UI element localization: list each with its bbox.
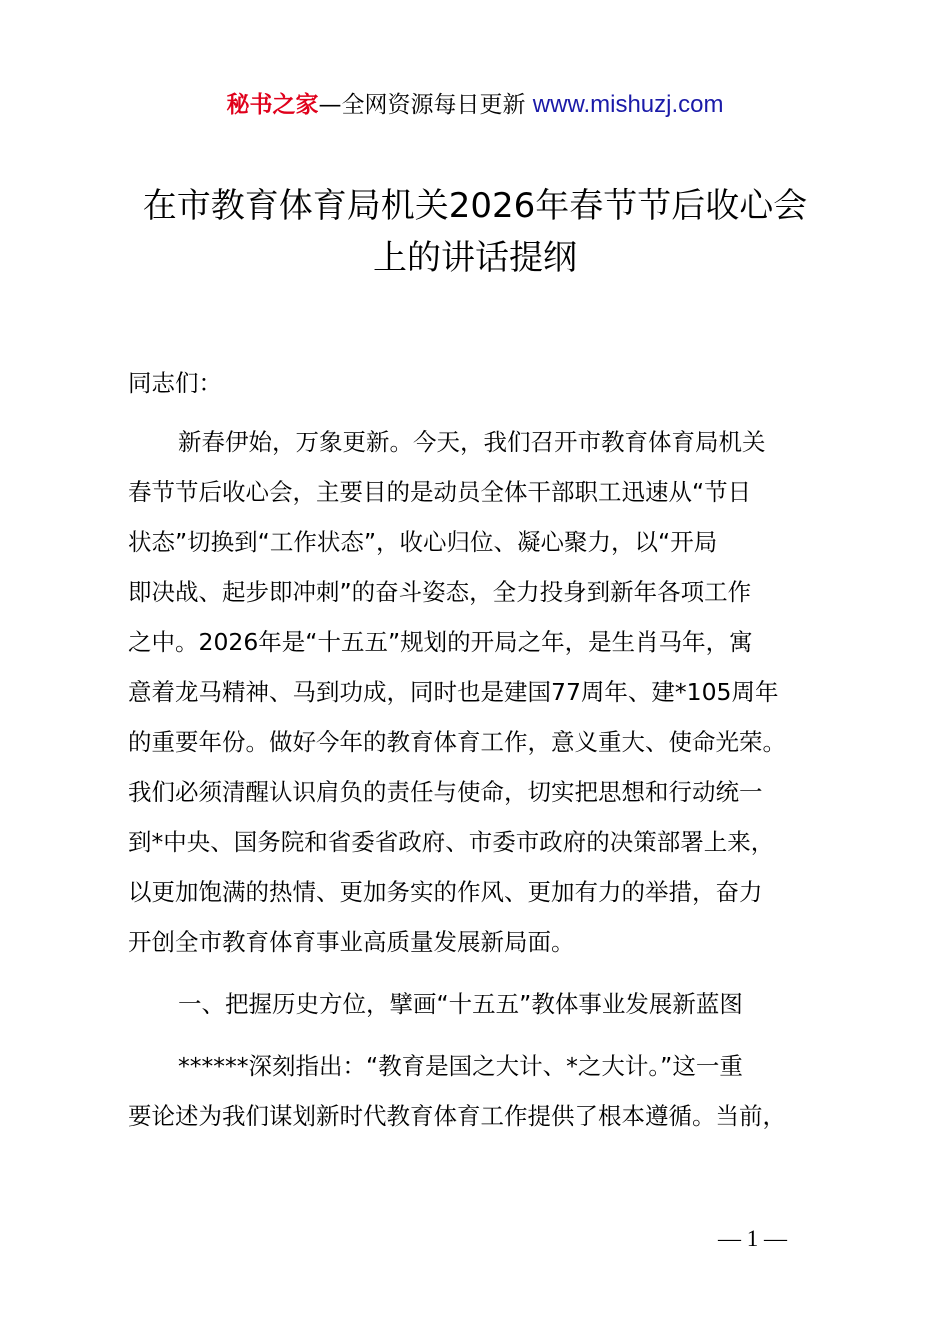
section-heading-1: 一、把握历史方位，擘画“十五五”教体事业发展新蓝图: [178, 990, 743, 1018]
intro-paragraph: [128, 417, 848, 967]
paragraph-line: 到*中央、国务院和省委省政府、市委市政府的决策部署上来，: [128, 828, 775, 856]
paragraph-line: 我们必须清醒认识肩负的责任与使命，切实把思想和行动统一: [128, 778, 763, 806]
section1-paragraph: [128, 1041, 848, 1141]
title-line-1: 在市教育体育局机关2026年春节节后收心会: [142, 186, 808, 226]
site-url-link[interactable]: www.mishuzj.com: [532, 91, 724, 118]
paragraph-line: 的重要年份。做好今年的教育体育工作，意义重大、使命光荣。: [128, 728, 786, 756]
paragraph-line: 状态”切换到“工作状态”，收心归位、凝心聚力，以“开局: [128, 528, 718, 556]
brand-name: 秘书之家: [226, 92, 319, 118]
title-line-2: 上的讲话提纲: [373, 238, 577, 278]
paragraph-line: ******深刻指出：“教育是国之大计、*之大计。”这一重: [178, 1052, 743, 1080]
header-tagline: —全网资源每日更新: [318, 92, 533, 118]
greeting: 同志们：: [128, 369, 222, 397]
paragraph-line: 即决战、起步即冲刺”的奋斗姿态，全力投身到新年各项工作: [128, 578, 752, 606]
paragraph-line: 以更加饱满的热情、更加务实的作风、更加有力的举措，奋力: [128, 878, 763, 906]
paragraph-line: 开创全市教育体育事业高质量发展新局面。: [128, 928, 575, 956]
document-title: [100, 180, 850, 284]
paragraph-line: 春节节后收心会，主要目的是动员全体干部职工迅速从“节日: [128, 478, 752, 506]
paragraph-line: 之中。2026年是“十五五”规划的开局之年，是生肖马年，寓: [128, 628, 753, 656]
page-number: — 1 —: [718, 1226, 787, 1251]
paragraph-line: 要论述为我们谋划新时代教育体育工作提供了根本遵循。当前，: [128, 1102, 786, 1130]
site-header: [0, 88, 950, 122]
paragraph-line: 意着龙马精神、马到功成，同时也是建国77周年、建*105周年: [128, 678, 779, 706]
paragraph-line: 新春伊始，万象更新。今天，我们召开市教育体育局机关: [178, 428, 766, 456]
